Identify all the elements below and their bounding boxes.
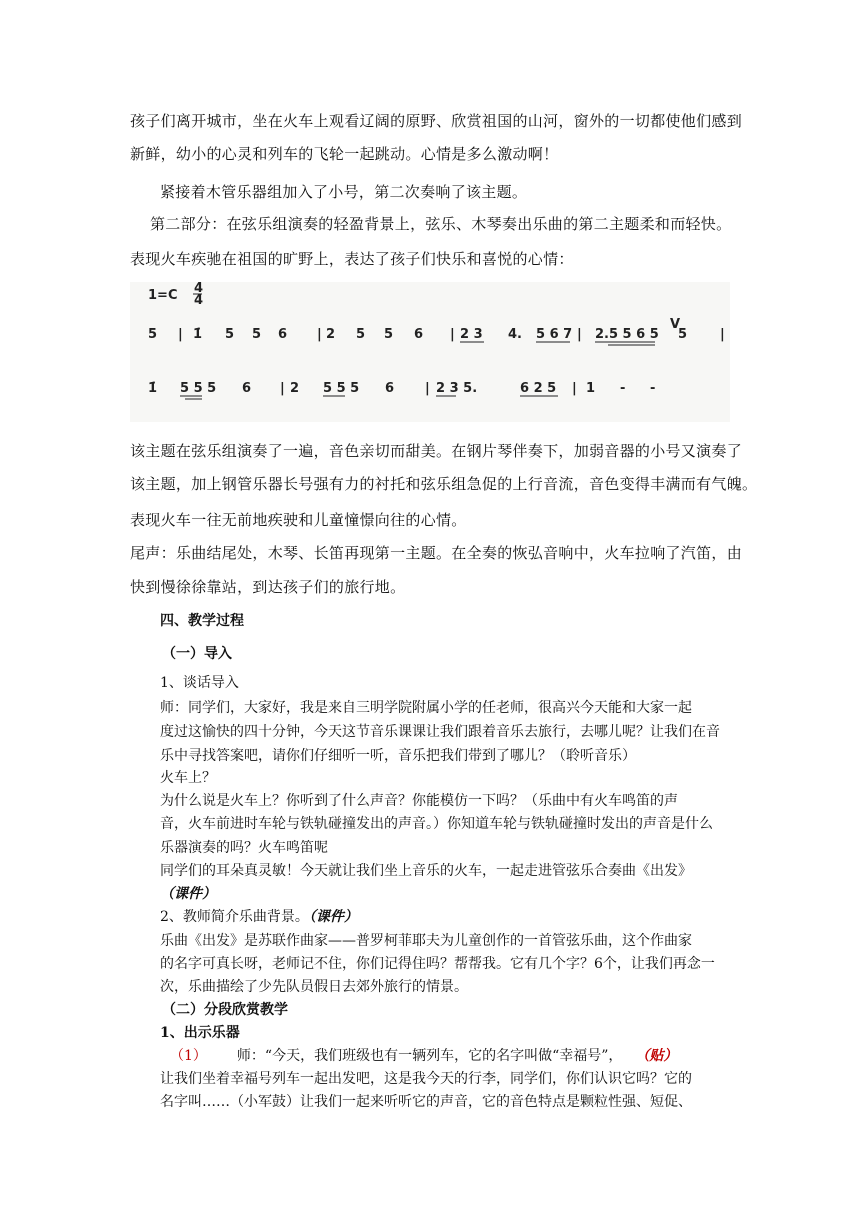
score-note: 5	[678, 327, 688, 342]
score-note: 6	[414, 327, 424, 342]
paragraph-line: 名字叫……（小军鼓）让我们一起来听听它的声音，它的音色特点是颗粒性强、短促、	[160, 1094, 692, 1110]
score-key: 1=C	[148, 288, 178, 303]
score-note: 5 6 7	[536, 327, 573, 342]
score-note: 5	[384, 327, 394, 342]
score-barline: |	[425, 381, 430, 396]
dialogue-text: 师：“今天，我们班级也有一辆列车，它的名字叫做“幸福号”，	[236, 1048, 623, 1064]
score-note: 2	[290, 381, 300, 396]
score-barline: |	[450, 327, 455, 342]
score-time-top: 4	[194, 282, 204, 296]
paragraph-line: 火车上？	[160, 770, 216, 786]
score-note: 4.	[508, 327, 522, 342]
item-number: （1）	[170, 1048, 207, 1064]
score-note: 6	[278, 327, 288, 342]
music-score-image	[130, 282, 730, 422]
paragraph-line: 师：同学们，大家好，我是来自三明学院附属小学的任老师，很高兴今天能和大家一起	[160, 700, 692, 716]
score-note: 6 2 5	[520, 381, 557, 396]
paragraph-line: 的名字可真长呀，老师记不住，你们记得住吗？帮帮我。它有几个字？6个，让我们再念一	[160, 956, 715, 972]
score-line-1	[148, 317, 725, 345]
paste-note: （贴）	[642, 1048, 678, 1064]
paragraph-line: 度过这愉快的四十分钟，今天这节音乐课课让我们跟着音乐去旅行，去哪儿呢？让我们在音	[160, 724, 720, 740]
score-barline: |	[178, 327, 183, 342]
paragraph-line: 新鲜，幼小的心灵和列车的飞轮一起跳动。心情是多么激动啊！	[130, 145, 559, 163]
score-barline: |	[317, 327, 322, 342]
item-heading: 1、谈话导入	[160, 675, 239, 691]
score-note: 5	[252, 327, 262, 342]
subsection-heading: （一）导入	[162, 646, 232, 662]
score-barline: |	[572, 381, 577, 396]
item-heading	[160, 906, 735, 926]
score-note: -	[620, 381, 626, 396]
score-note: 5 5 5	[323, 381, 360, 396]
score-note: 5	[225, 327, 235, 342]
paragraph-line: 尾声：乐曲结尾处，木琴、长笛再现第一主题。在全奏的恢弘音响中，火车拉响了汽笛，由	[130, 544, 743, 562]
section-heading: 四、教学过程	[160, 613, 244, 629]
paragraph-line: 乐曲《出发》是苏联作曲家——普罗柯菲耶夫为儿童创作的一首管弦乐曲，这个作曲家	[160, 933, 692, 949]
score-note: 6	[242, 381, 252, 396]
score-note: 2 3	[460, 327, 483, 342]
courseware-note: （课件）	[160, 886, 216, 902]
score-note: 5	[148, 327, 158, 342]
score-note: 6	[385, 381, 395, 396]
score-line-2	[148, 381, 655, 399]
score-barline: |	[577, 327, 582, 342]
paragraph-line	[170, 1045, 745, 1065]
score-note: 2	[326, 327, 336, 342]
score-note: 5	[356, 327, 366, 342]
paragraph-line: 同学们的耳朵真灵敏！今天就让我们坐上音乐的火车，一起走进管弦乐合奏曲《出发》	[160, 863, 692, 879]
courseware-note: （课件）	[308, 909, 358, 925]
score-barline: |	[280, 381, 285, 396]
paragraph-line: 快到慢徐徐靠站，到达孩子们的旅行地。	[130, 578, 406, 596]
paragraph-line: 紧接着木管乐器组加入了小号，第二次奏响了该主题。	[160, 183, 528, 201]
paragraph-line: 乐器演奏的吗？火车鸣笛呢	[160, 840, 328, 856]
score-breath-mark: V	[670, 317, 681, 332]
paragraph-line: 该主题在弦乐组演奏了一遍，音色亲切而甜美。在钢片琴伴奏下，加弱音器的小号又演奏了	[130, 442, 743, 460]
paragraph-line: 让我们坐着幸福号列车一起出发吧，这是我今天的行李，同学们，你们认识它吗？它的	[160, 1071, 692, 1087]
paragraph-line: 为什么说是火车上？你听到了什么声音？你能模仿一下吗？（乐曲中有火车鸣笛的声	[160, 793, 678, 809]
score-note: 2.5 5 6 5	[595, 327, 659, 342]
paragraph-line: 表现火车疾驰在祖国的旷野上，表达了孩子们快乐和喜悦的心情：	[130, 250, 574, 268]
score-note: 1̇	[148, 381, 158, 396]
item-title: 2、教师简介乐曲背景。	[160, 909, 309, 925]
subsection-heading: （二）分段欣赏教学	[162, 1002, 288, 1018]
paragraph-line: 孩子们离开城市，坐在火车上观看辽阔的原野、欣赏祖国的山河，窗外的一切都使他们感到	[130, 112, 743, 130]
item-heading: 1、出示乐器	[160, 1025, 240, 1041]
score-note: 2 3 5.	[436, 381, 478, 396]
paragraph-line: 次，乐曲描绘了少先队员假日去郊外旅行的情景。	[160, 979, 468, 995]
score-barline: |	[720, 327, 725, 342]
score-note: 5 5 5	[180, 381, 217, 396]
score-note: 1̇	[193, 327, 203, 342]
score-note: 1	[586, 381, 596, 396]
paragraph-line: 表现火车一往无前地疾驶和儿童憧憬向往的心情。	[130, 511, 467, 529]
paragraph-line: 该主题，加上钢管乐器长号强有力的衬托和弦乐组急促的上行音流，音色变得丰满而有气魄。	[130, 475, 758, 493]
paragraph-line: 音，火车前进时车轮与铁轨碰撞发出的声音。）你知道车轮与铁轨碰撞时发出的声音是什么	[160, 816, 713, 832]
paragraph-line: 第二部分：在弦乐组演奏的轻盈背景上，弦乐、木琴奏出乐曲的第二主题柔和而轻快。	[150, 215, 732, 233]
score-time-bottom: 4	[194, 293, 204, 308]
paragraph-line: 乐中寻找答案吧，请你们仔细听一听，音乐把我们带到了哪儿？（聆听音乐）	[160, 748, 636, 764]
score-note: -	[650, 381, 656, 396]
